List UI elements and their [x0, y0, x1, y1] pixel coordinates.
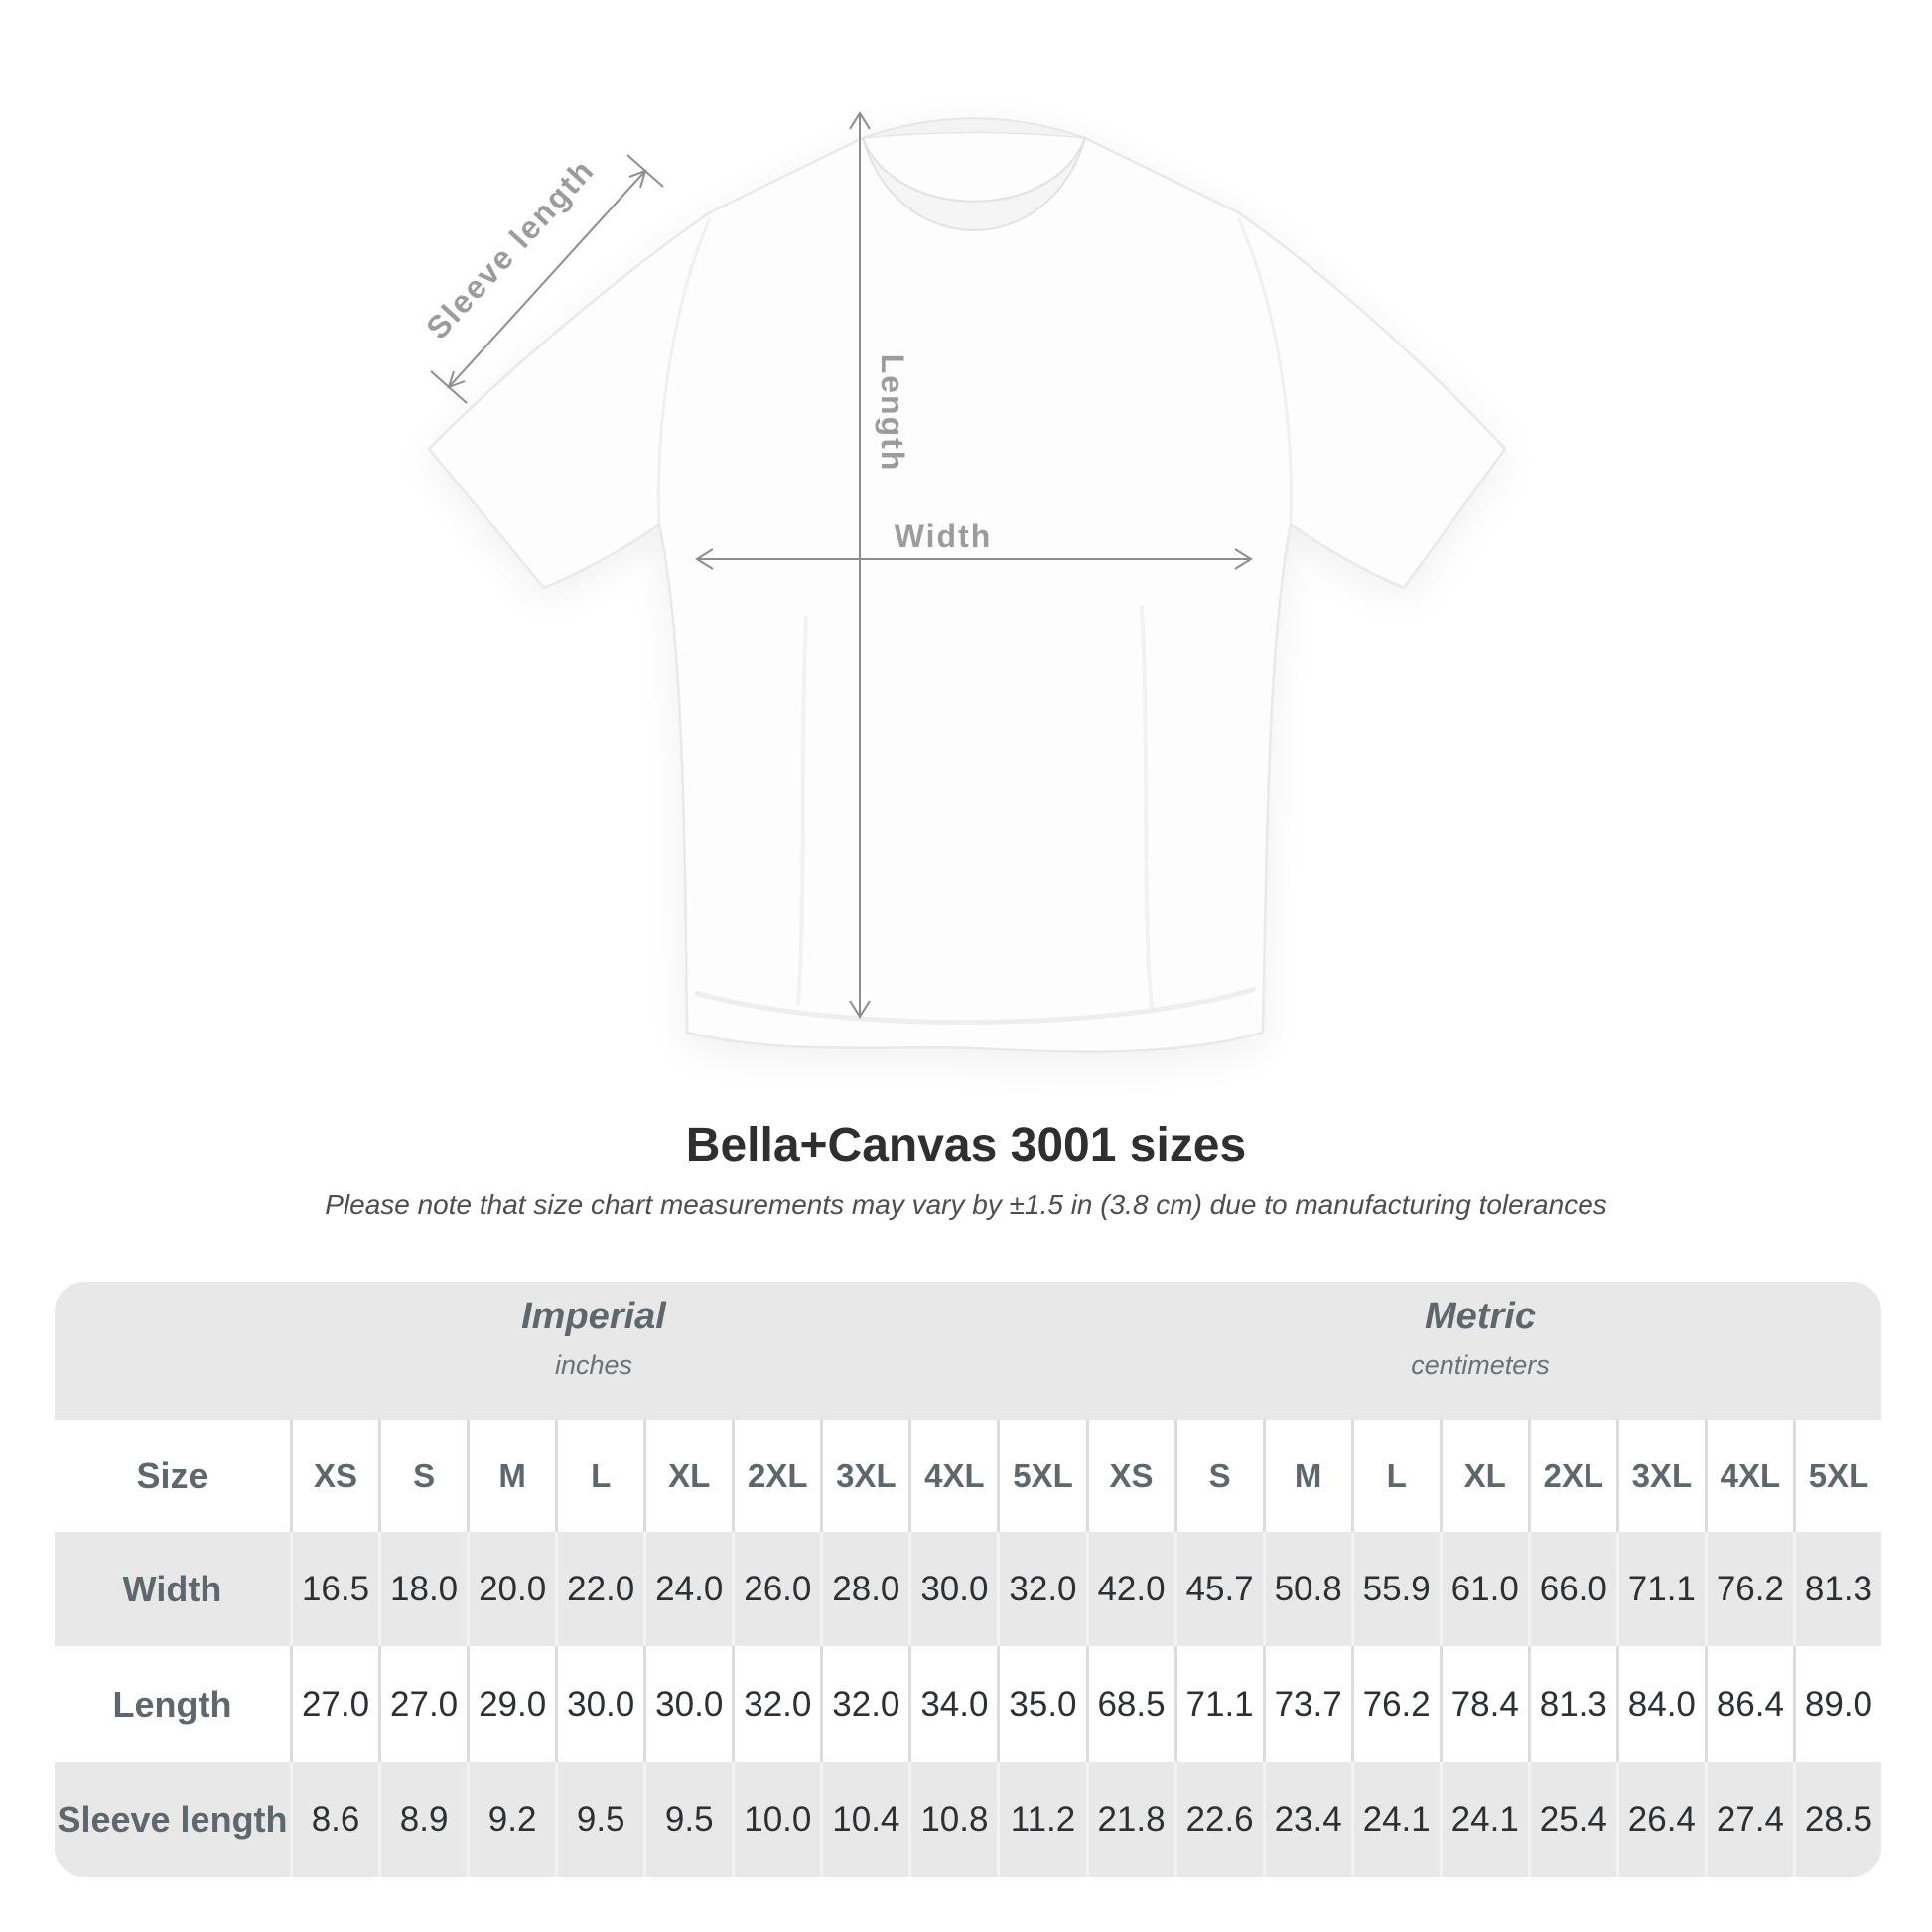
- measurement-cell: 32.0: [820, 1646, 908, 1762]
- size-header: 3XL: [1616, 1420, 1705, 1532]
- measurement-cell: 30.0: [555, 1646, 643, 1762]
- size-header: 5XL: [1793, 1420, 1881, 1532]
- measurement-cell: 32.0: [732, 1646, 820, 1762]
- measurement-cell: 78.4: [1440, 1646, 1528, 1762]
- size-header: XL: [1440, 1420, 1528, 1532]
- size-header: 4XL: [1705, 1420, 1793, 1532]
- measurement-cell: 76.2: [1705, 1532, 1793, 1646]
- metric-unit: centimeters: [1411, 1350, 1550, 1380]
- size-header: S: [378, 1420, 467, 1532]
- measurement-cell: 20.0: [467, 1532, 555, 1646]
- measurement-cell: 55.9: [1351, 1532, 1440, 1646]
- size-header: 3XL: [820, 1420, 908, 1532]
- size-header: S: [1174, 1420, 1263, 1532]
- measurement-cell: 26.0: [732, 1532, 820, 1646]
- size-header: 4XL: [908, 1420, 997, 1532]
- measurement-cell: 61.0: [1440, 1532, 1528, 1646]
- measurement-cell: 11.2: [997, 1762, 1085, 1877]
- size-header: 2XL: [732, 1420, 820, 1532]
- measurement-cell: 28.0: [820, 1532, 908, 1646]
- size-header: M: [1263, 1420, 1351, 1532]
- size-header: XL: [643, 1420, 732, 1532]
- measurement-cell: 81.3: [1793, 1532, 1881, 1646]
- measurement-cell: 10.0: [732, 1762, 820, 1877]
- measurement-cell: 9.5: [643, 1762, 732, 1877]
- length-label: Length: [875, 353, 910, 473]
- width-label: Width: [894, 518, 993, 554]
- size-header: M: [467, 1420, 555, 1532]
- measurement-cell: 28.5: [1793, 1762, 1881, 1877]
- measurement-cell: 30.0: [643, 1646, 732, 1762]
- measurement-cell: 42.0: [1086, 1532, 1174, 1646]
- measurement-cell: 24.0: [643, 1532, 732, 1646]
- measurement-cell: 24.1: [1351, 1762, 1440, 1877]
- measurement-cell: 21.8: [1086, 1762, 1174, 1877]
- size-header: 2XL: [1528, 1420, 1616, 1532]
- measurement-cell: 34.0: [908, 1646, 997, 1762]
- measurement-cell: 86.4: [1705, 1646, 1793, 1762]
- size-header: L: [1351, 1420, 1440, 1532]
- measurement-cell: 45.7: [1174, 1532, 1263, 1646]
- measurement-cell: 71.1: [1174, 1646, 1263, 1762]
- size-table: [55, 1282, 1881, 1877]
- measurement-cell: 30.0: [908, 1532, 997, 1646]
- measurement-cell: 76.2: [1351, 1646, 1440, 1762]
- measurement-cell: 9.2: [467, 1762, 555, 1877]
- measurement-cell: 22.0: [555, 1532, 643, 1646]
- measurement-cell: 16.5: [290, 1532, 378, 1646]
- size-header-row: [55, 1420, 1881, 1532]
- measurement-cell: 89.0: [1793, 1646, 1881, 1762]
- measurement-cell: 23.4: [1263, 1762, 1351, 1877]
- imperial-unit: inches: [554, 1350, 633, 1380]
- tshirt-image: [429, 119, 1505, 1052]
- row-label: Length: [112, 1683, 232, 1725]
- measurement-cell: 84.0: [1616, 1646, 1705, 1762]
- measurement-cell: 27.4: [1705, 1762, 1793, 1877]
- page-title: Bella+Canvas 3001 sizes: [685, 1119, 1247, 1172]
- unit-header-band: [55, 1282, 1881, 1420]
- metric-header: [1282, 1296, 1679, 1381]
- sleeve-length-label: Sleeve length: [419, 151, 602, 346]
- length-row: [55, 1646, 1881, 1762]
- size-label: Size: [136, 1454, 208, 1496]
- measurement-cell: 10.4: [820, 1762, 908, 1877]
- measurement-cell: 24.1: [1440, 1762, 1528, 1877]
- measurement-cell: 9.5: [555, 1762, 643, 1877]
- measurement-cell: 68.5: [1086, 1646, 1174, 1762]
- measurement-cell: 66.0: [1528, 1532, 1616, 1646]
- measurement-cell: 50.8: [1263, 1532, 1351, 1646]
- width-row: [55, 1532, 1881, 1646]
- measurement-cell: 10.8: [908, 1762, 997, 1877]
- measurement-cell: 18.0: [378, 1532, 467, 1646]
- measurement-cell: 71.1: [1616, 1532, 1705, 1646]
- measurement-cell: 26.4: [1616, 1762, 1705, 1877]
- measurement-cell: 29.0: [467, 1646, 555, 1762]
- measurement-cell: 35.0: [997, 1646, 1085, 1762]
- size-header: 5XL: [997, 1420, 1085, 1532]
- row-label: Sleeve length: [57, 1799, 288, 1840]
- measurement-cell: 27.0: [378, 1646, 467, 1762]
- measurement-cell: 27.0: [290, 1646, 378, 1762]
- sleeve-length-row: [55, 1762, 1881, 1877]
- row-label: Width: [122, 1568, 222, 1609]
- imperial-title: Imperial: [521, 1296, 666, 1337]
- measurement-cell: 73.7: [1263, 1646, 1351, 1762]
- measurement-cell: 22.6: [1174, 1762, 1263, 1877]
- measurement-cell: 25.4: [1528, 1762, 1616, 1877]
- size-header: L: [555, 1420, 643, 1532]
- tolerance-note: Please note that size chart measurements may vary by ±1.5 in (3.8 cm) due to manufacturing tolerances: [325, 1189, 1607, 1220]
- size-header: XS: [1086, 1420, 1174, 1532]
- measurement-cell: 81.3: [1528, 1646, 1616, 1762]
- size-header: XS: [290, 1420, 378, 1532]
- metric-title: Metric: [1425, 1296, 1536, 1337]
- measurement-cell: 32.0: [997, 1532, 1085, 1646]
- measurement-cell: 8.9: [378, 1762, 467, 1877]
- measurement-cell: 8.6: [290, 1762, 378, 1877]
- imperial-header: [395, 1296, 792, 1381]
